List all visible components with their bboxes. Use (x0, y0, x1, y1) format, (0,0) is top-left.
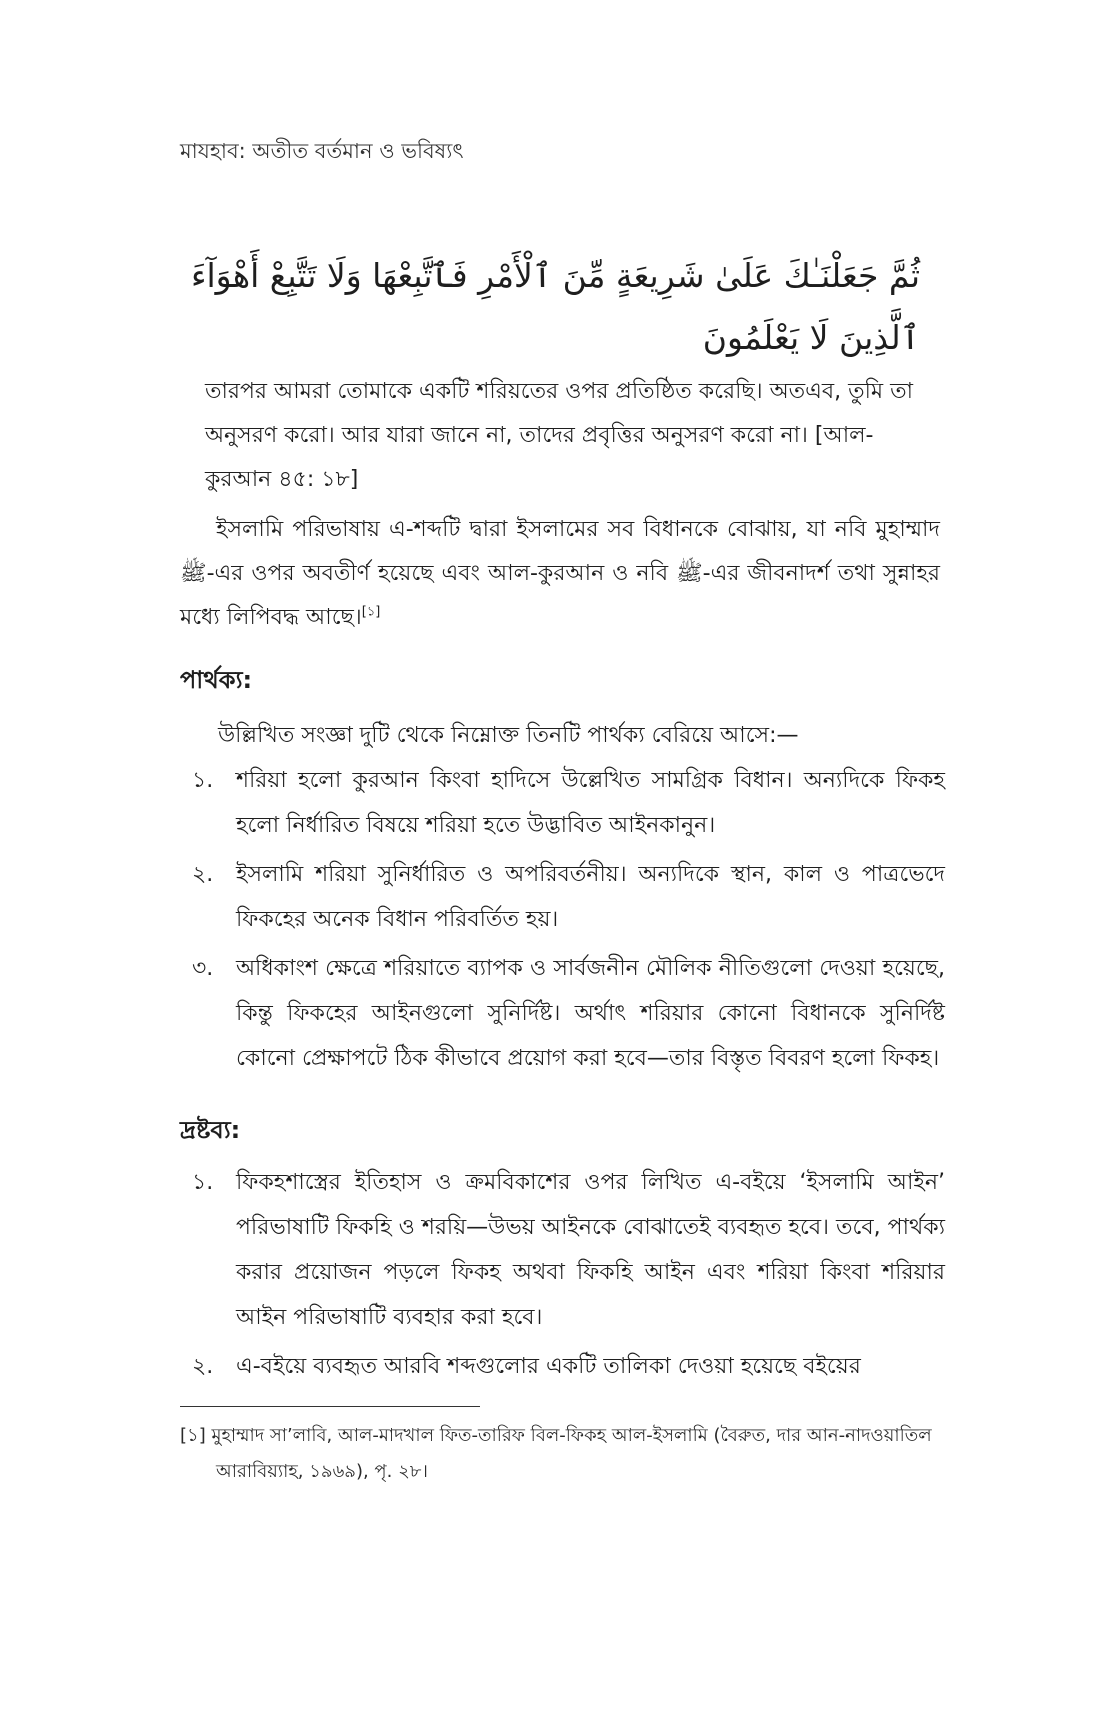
list-number: ১. (192, 1170, 214, 1195)
section-intro: উল্লিখিত সংজ্ঞা দুটি থেকে নিম্নোক্ত তিনটি পার্থক্য বেরিয়ে আসে:— (218, 723, 799, 748)
list-text: অধিকাংশ ক্ষেত্রে শরিয়াতে ব্যাপক ও সার্বজনীন মৌলিক নীতিগুলো দেওয়া হয়েছে, কিন্তু ফিকহের আইনগুলো সুনির্দিষ্ট। অর্থাৎ শরিয়ার কোনো বিধানকে সুনির্দিষ্ট কোনো প্রেক্ষাপটে ঠিক কীভাবে প্রয়োগ করা হবে—তার বিস্তৃত বিবরণ হলো ফিকহ। (236, 956, 945, 1071)
footnote-text: মুহাম্মাদ সা’লাবি, আল-মাদখাল ফিত-তারিফ বিল-ফিকহ আল-ইসলামি (বৈরুত, দার আন-নাদওয়াতিল আরাবিয়্যাহ, ১৯৬৯), পৃ. ২৮। (211, 1425, 932, 1482)
list-number: ১. (192, 768, 214, 793)
list-number: ২. (192, 862, 214, 887)
list-number: ২. (192, 1354, 214, 1379)
running-head: মাযহাব: অতীত বর্তমান ও ভবিষ্যৎ (180, 139, 464, 163)
section-heading-differences: পার্থক্য: (180, 666, 253, 694)
list-item (180, 852, 945, 942)
list-text: ফিকহশাস্ত্রের ইতিহাস ও ক্রমবিকাশের ওপর লিখিত এ-বইয়ে ‘ইসলামি আইন’ পরিভাষাটি ফিকহি ও শরয়ি—উভয় আইনকে বোঝাতেই ব্যবহৃত হবে। তবে, পার্থক্য করার প্রয়োজন পড়লে ফিকহ অথবা ফিকহি আইন এবং শরিয়া কিংবা শরিয়ার আইন পরিভাষাটি ব্যবহার করা হবে। (236, 1170, 945, 1330)
paragraph-text: ইসলামি পরিভাষায় এ-শব্দটি দ্বারা ইসলামের সব বিধানকে বোঝায়, যা নবি মুহাম্মাদ ﷺ-এর ওপর অবতীর্ণ হয়েছে এবং আল-কুরআন ও নবি ﷺ-এর জীবনাদর্শ তথা সুন্নাহর মধ্যে লিপিবদ্ধ আছে। (180, 517, 940, 630)
body-paragraph (180, 508, 940, 640)
footnote-ref: [১] (361, 604, 381, 620)
arabic-verse: ثُمَّ جَعَلْنَـٰكَ عَلَىٰ شَرِيعَةٍ مِّنَ ٱلْأَمْرِ فَٱتَّبِعْهَا وَلَا تَتَّبِعْ أَهْوَآءَ ٱلَّذِينَ لَا يَعْلَمُونَ (190, 256, 920, 357)
list-text: শরিয়া হলো কুরআন কিংবা হাদিসে উল্লেখিত সামগ্রিক বিধান। অন্যদিকে ফিকহ হলো নির্ধারিত বিষয়ে শরিয়া হতে উদ্ভাবিত আইনকানুন। (236, 768, 945, 838)
differences-list (180, 758, 945, 1085)
list-item (180, 1160, 945, 1340)
section-heading-notes: দ্রষ্টব্য: (180, 1116, 241, 1144)
list-number: ৩. (192, 956, 214, 981)
footnote (180, 1418, 940, 1490)
verse-translation: তারপর আমরা তোমাকে একটি শরিয়তের ওপর প্রতিষ্ঠিত করেছি। অতএব, তুমি তা অনুসরণ করো। আর যারা জানে না, তাদের প্রবৃত্তির অনুসরণ করো না। [আল-কুরআন ৪৫: ১৮] (205, 379, 914, 492)
list-item (180, 946, 945, 1081)
list-text: ইসলামি শরিয়া সুনির্ধারিত ও অপরিবর্তনীয়। অন্যদিকে স্থান, কাল ও পাত্রভেদে ফিকহের অনেক বিধান পরিবর্তিত হয়। (236, 862, 945, 932)
list-item (180, 1344, 945, 1389)
notes-list (180, 1160, 945, 1393)
footnote-divider (180, 1406, 480, 1407)
footnote-marker: [১] (180, 1425, 206, 1446)
list-text: এ-বইয়ে ব্যবহৃত আরবি শব্দগুলোর একটি তালিকা দেওয়া হয়েছে বইয়ের (236, 1354, 861, 1379)
list-item (180, 758, 945, 848)
